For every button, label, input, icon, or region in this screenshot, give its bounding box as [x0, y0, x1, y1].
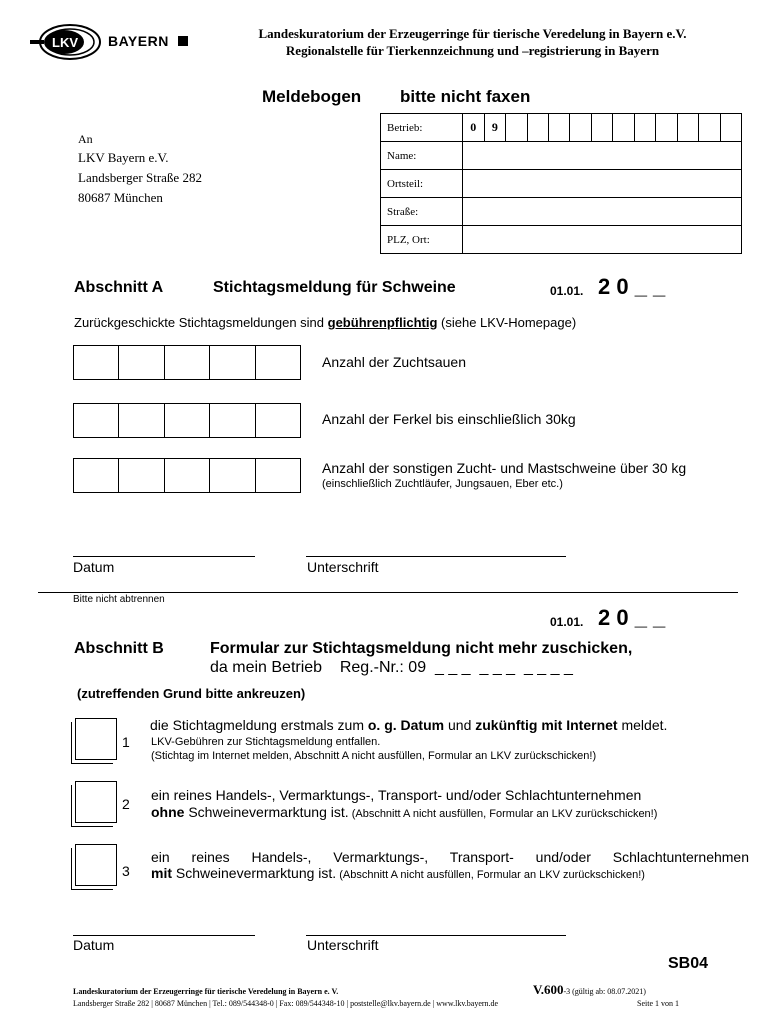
reg-nr-line: da mein Betrieb Reg.-Nr.: 09 _ _ _ _ _ _ _ _ _ _	[210, 659, 573, 676]
option-3-number: 3	[122, 863, 130, 879]
plz-field[interactable]	[462, 226, 741, 254]
betrieb-label: Betrieb:	[381, 114, 463, 142]
ortsteil-label: Ortsteil:	[381, 170, 463, 198]
strasse-label: Straße:	[381, 198, 463, 226]
org-line-1: Landeskuratorium der Erzeugerringe für tierische Veredelung in Bayern e.V.	[258, 26, 687, 41]
ortsteil-field[interactable]	[462, 170, 741, 198]
ferkel-label: Anzahl der Ferkel bis einschließlich 30kg	[322, 411, 576, 427]
section-a-label: Abschnitt A	[74, 279, 164, 296]
section-b-title: Formular zur Stichtagsmeldung nicht mehr zuschicken,	[210, 640, 633, 657]
logo-region: BAYERN	[108, 33, 169, 49]
address-line-2: Landsberger Straße 282	[78, 170, 202, 185]
betrieb-digit-2[interactable]: 9	[484, 114, 506, 142]
name-label: Name:	[381, 142, 463, 170]
footer-version: V.600-3 (gültig ab: 08.07.2021)	[533, 982, 646, 997]
fax-note: bitte nicht faxen	[400, 87, 531, 106]
option-2-line-2: ohne Schweinevermarktung ist. (Abschnitt A nicht ausfüllen, Formular an LKV zurückschicken!)	[151, 804, 658, 820]
betrieb-row	[381, 114, 742, 142]
fee-notice-bold: gebührenpflichtig	[327, 315, 438, 330]
option-2-line-1: ein reines Handels-, Vermarktungs-, Transport- und/oder Schlachtunternehmen	[151, 787, 642, 803]
ferkel-boxes[interactable]	[73, 403, 301, 438]
betrieb-digit-12[interactable]	[699, 114, 720, 142]
betrieb-table	[380, 113, 742, 254]
option-1-sub-2: (Stichtag im Internet melden, Abschnitt A nicht ausfüllen, Formular an LKV zurückschicken!)	[151, 750, 597, 762]
section-b-date-prefix: 01.01.	[550, 615, 584, 629]
section-a-title: Stichtagsmeldung für Schweine	[213, 279, 456, 296]
section-b-label: Abschnitt B	[74, 640, 164, 657]
option-1-checkbox[interactable]	[75, 718, 117, 760]
datum-line-a	[73, 556, 255, 557]
option-1-text: die Stichtagmeldung erstmals zum o. g. Datum und zukünftig mit Internet meldet.	[150, 717, 668, 733]
option-1-number: 1	[122, 734, 130, 750]
separator-note: Bitte nicht abtrennen	[73, 594, 165, 605]
plz-label: PLZ, Ort:	[381, 226, 463, 254]
option-3-checkbox[interactable]	[75, 844, 117, 886]
betrieb-digit-8[interactable]	[613, 114, 634, 142]
footer-page: Seite 1 von 1	[637, 999, 679, 1008]
betrieb-digit-7[interactable]	[591, 114, 612, 142]
zuchtsauen-label: Anzahl der Zuchtsauen	[322, 354, 466, 370]
separator-line	[38, 592, 738, 593]
betrieb-digit-3[interactable]	[506, 114, 527, 142]
instruction: (zutreffenden Grund bitte ankreuzen)	[77, 686, 306, 701]
mastschweine-boxes[interactable]	[73, 458, 301, 493]
betrieb-digit-1[interactable]: 0	[462, 114, 484, 142]
zuchtsauen-boxes[interactable]	[73, 345, 301, 380]
signature-line-b	[306, 935, 566, 936]
fee-notice: Zurückgeschickte Stichtagsmeldungen sind gebührenpflichtig (siehe LKV-Homepage)	[74, 315, 577, 330]
betrieb-digit-4[interactable]	[527, 114, 548, 142]
option-3-line-1: ein reines Handels-, Vermarktungs-, Transport- und/oder Schlachtunternehmen	[151, 849, 749, 865]
betrieb-digit-13[interactable]	[720, 114, 742, 142]
section-b-year: 2 0 _ _	[598, 605, 666, 630]
org-line-2: Regionalstelle für Tierkennzeichnung und –registrierung in Bayern	[285, 43, 660, 58]
datum-line-b	[73, 935, 255, 936]
signature-line-a	[306, 556, 566, 557]
form-code: SB04	[668, 955, 709, 972]
strasse-field[interactable]	[462, 198, 741, 226]
betrieb-digit-5[interactable]	[549, 114, 570, 142]
option-2-number: 2	[122, 796, 130, 812]
footer-contact: Landsberger Straße 282 | 80687 München | Tel.: 089/544348-0 | Fax: 089/544348-10 | poststelle@lkv.bayern.de | www.lkv.bayern.de	[73, 999, 499, 1008]
footer-org: Landeskuratorium der Erzeugerringe für tierische Veredelung in Bayern e. V.	[73, 987, 339, 996]
unterschrift-label-a: Unterschrift	[307, 559, 379, 575]
option-3-line-2: mit Schweinevermarktung ist. (Abschnitt A nicht ausfüllen, Formular an LKV zurückschicken!)	[151, 865, 645, 881]
section-a-year: 2 0 _ _	[598, 274, 666, 299]
mastschweine-sub: (einschließlich Zuchtläufer, Jungsauen, Eber etc.)	[322, 478, 563, 490]
name-field[interactable]	[462, 142, 741, 170]
address-to: An	[78, 132, 93, 146]
address-line-1: LKV Bayern e.V.	[78, 150, 169, 165]
section-a-date-prefix: 01.01.	[550, 284, 584, 298]
betrieb-digit-11[interactable]	[677, 114, 698, 142]
svg-text:LKV: LKV	[52, 35, 78, 50]
option-2-checkbox[interactable]	[75, 781, 117, 823]
datum-label-a: Datum	[73, 559, 115, 575]
option-1-sub-1: LKV-Gebühren zur Stichtagsmeldung entfallen.	[151, 736, 381, 748]
unterschrift-label-b: Unterschrift	[307, 937, 379, 953]
form-title: Meldebogen	[262, 87, 362, 106]
datum-label-b: Datum	[73, 937, 115, 953]
mastschweine-label: Anzahl der sonstigen Zucht- und Mastschweine über 30 kg	[322, 460, 687, 476]
address-line-3: 80687 München	[78, 190, 163, 205]
betrieb-digit-9[interactable]	[634, 114, 655, 142]
betrieb-digit-6[interactable]	[570, 114, 591, 142]
betrieb-digit-10[interactable]	[656, 114, 677, 142]
